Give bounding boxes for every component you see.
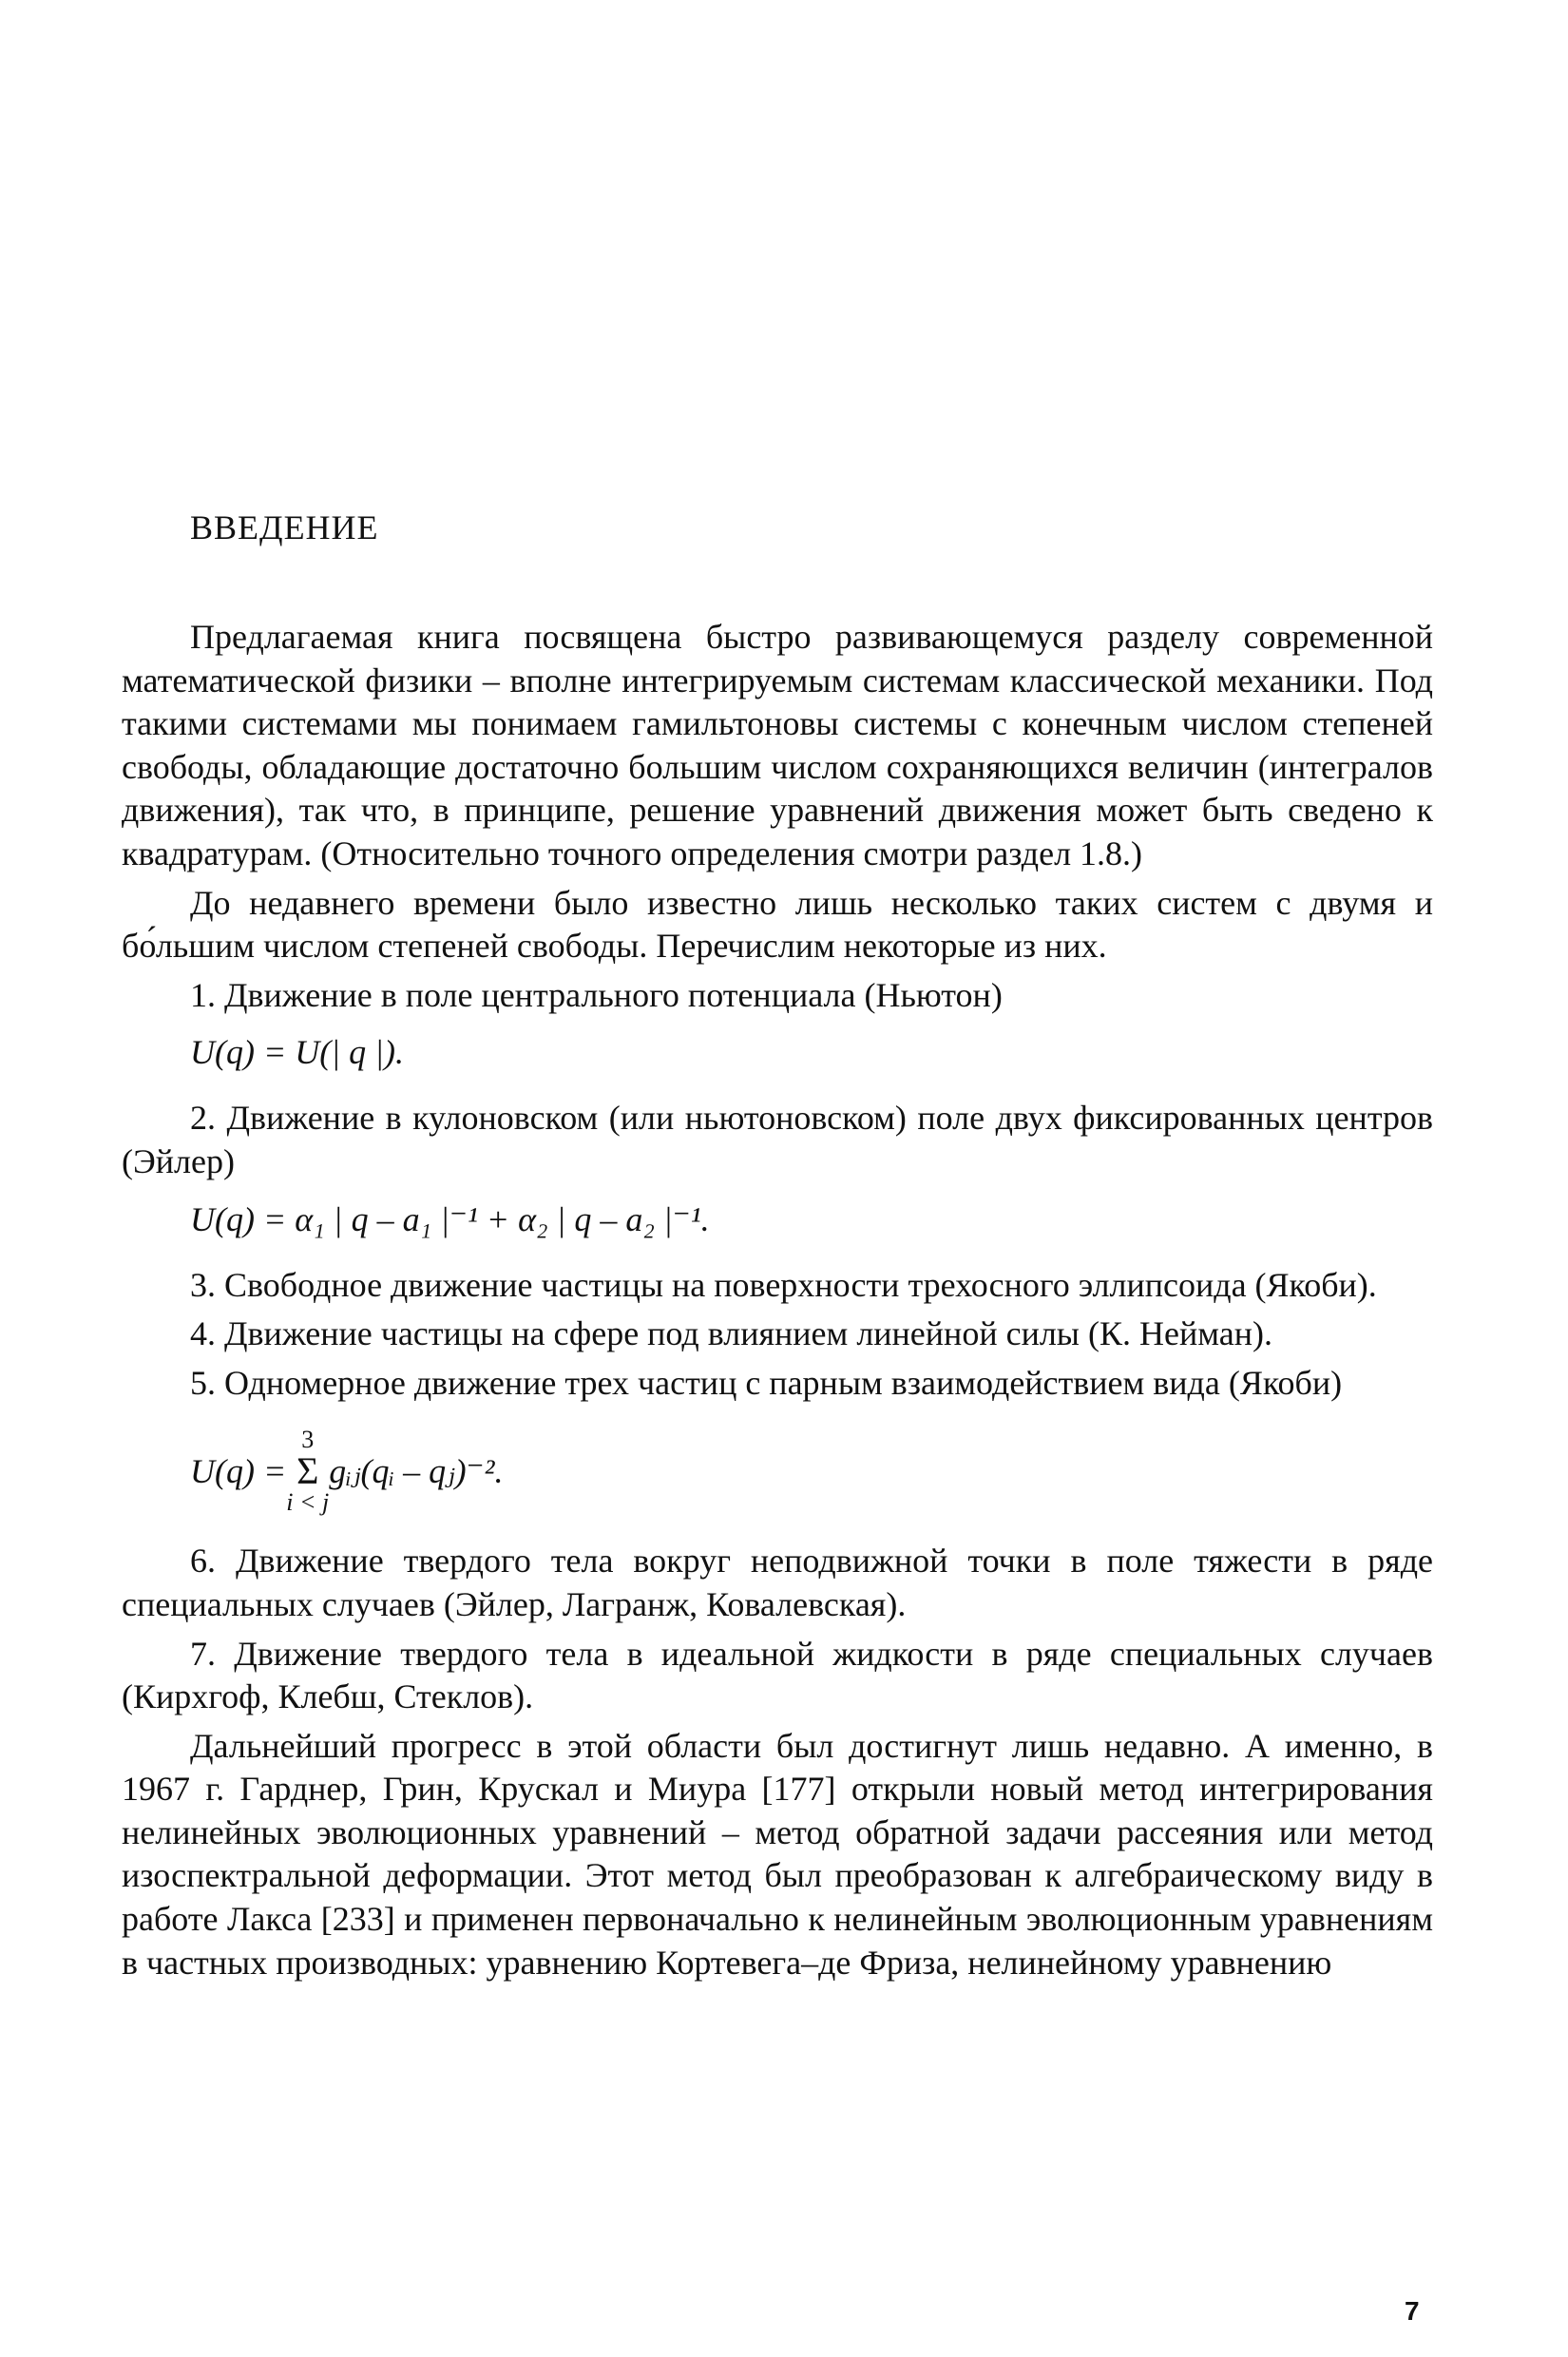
paragraph-intro: Предлагаемая книга посвящена быстро развивающемуся разделу современной математической физики – вполне интегрируемым системам классической механики. Под такими системами мы понимаем гамильтоновы системы с конечным числом степеней свободы, обладающие достаточно большим числом сохраняющихся величин (интегралов движения), так что, в принципе, решение уравнений движения может быть сведено к квадратурам. (Относительно точного определения смотри раздел 1.8.) [122, 618, 1433, 872]
sum-lower-limit: i < j [286, 1488, 330, 1517]
formula-lhs: U(q) = [190, 1451, 287, 1490]
formula-pair-interaction [122, 1428, 1433, 1515]
page-number: 7 [1405, 2296, 1420, 2326]
paragraph-progress: Дальнейший прогресс в этой области был достигнут лишь недавно. А именно, в 1967 г. Гарднер, Грин, Крускал и Миура [177] открыли новый метод интегрирования нелинейных эволюционных уравнений – метод обратной задачи рассеяния или метод изоспектральной деформации. Этот метод был преобразован к алгебраическому виду в работе Лакса [233] и применен первоначально к нелинейным эволюционным уравнениям в частных производных: уравнению Кортевега–де Фриза, нелинейному уравнению [122, 1726, 1433, 1982]
list-item-5: 5. Одномерное движение трех частиц с парным взаимодействием вида (Якоби) [190, 1363, 1343, 1402]
formula-central-potential: U(q) = U(| q |). [190, 1033, 405, 1072]
list-item-1: 1. Движение в поле центрального потенциала (Ньютон) [190, 975, 1003, 1014]
formula-two-centers: U(q) = α₁ | q – a₁ |⁻¹ + α₂ | q – a₂ |⁻¹. [190, 1199, 710, 1238]
sum-upper-limit: 3 [301, 1426, 315, 1454]
list-item-2: 2. Движение в кулоновском (или ньютоновском) поле двух фиксированных центров (Эйлер) [122, 1099, 1433, 1180]
list-item-3: 3. Свободное движение частицы на поверхности трехосного эллипсоида (Якоби). [190, 1265, 1377, 1304]
body-text [122, 616, 1433, 1984]
paragraph-until-recently: До недавнего времени было известно лишь несколько таких систем с двумя и бо́льшим числом степеней свободы. Перечислим некоторые из них. [122, 883, 1433, 966]
sigma-symbol: Σ [296, 1449, 319, 1493]
sigma-stack [286, 1428, 329, 1515]
list-item-7: 7. Движение твердого тела в идеальной жидкости в ряде специальных случаев (Кирхгоф, Клебш, Стеклов). [122, 1634, 1433, 1716]
section-heading: ВВЕДЕНИЕ [190, 508, 379, 546]
list-item-4: 4. Движение частицы на сфере под влиянием линейной силы (К. Нейман). [190, 1314, 1272, 1353]
list-item-6: 6. Движение твердого тела вокруг неподвижной точки в поле тяжести в ряде специальных случаев (Эйлер, Лагранж, Ковалевская). [122, 1542, 1433, 1623]
formula-rhs: gᵢⱼ(qᵢ – qⱼ)⁻². [329, 1451, 504, 1490]
